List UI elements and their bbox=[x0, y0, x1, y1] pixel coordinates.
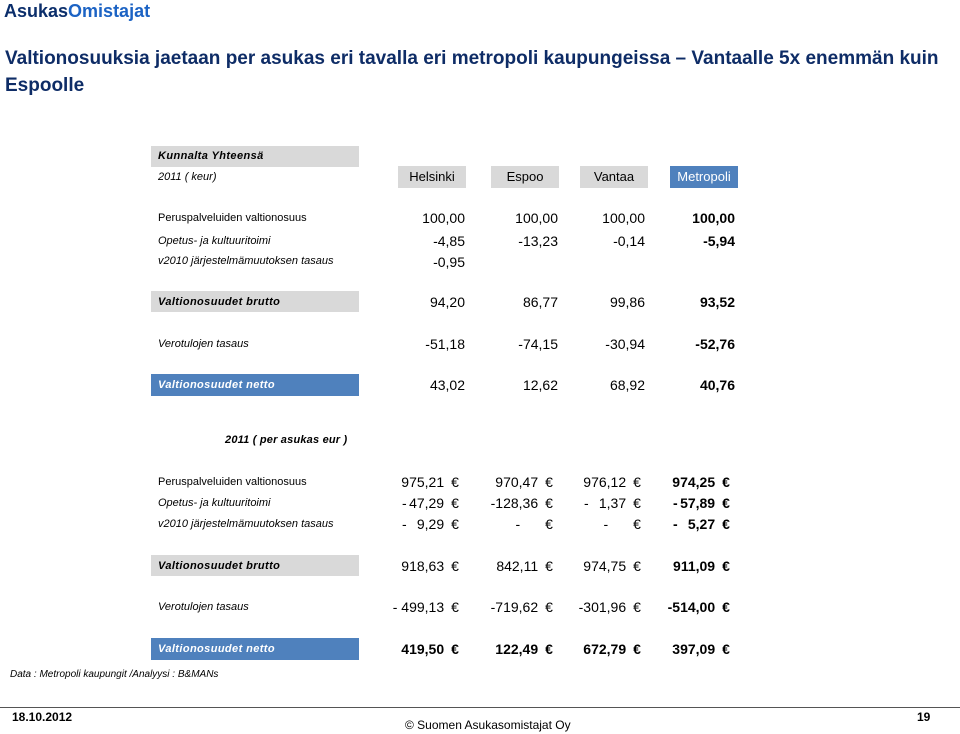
dash: - bbox=[402, 516, 407, 532]
cell bbox=[401, 558, 462, 574]
row-label: Peruspalveluiden valtionosuus bbox=[158, 212, 307, 224]
column-header-espoo: Espoo bbox=[491, 166, 559, 188]
cell: -0,95 bbox=[433, 254, 465, 270]
cell: 100,00 bbox=[515, 210, 558, 226]
euro-sign: € bbox=[451, 474, 459, 490]
page-title: Valtionosuuksia jaetaan per asukas eri tavalla eri metropoli kaupungeissa – Vantaalle 5x enemmän kuin Espoolle bbox=[5, 48, 939, 96]
cell bbox=[603, 516, 644, 532]
row-label: Valtionosuudet netto bbox=[158, 379, 275, 391]
row-label: Verotulojen tasaus bbox=[158, 338, 249, 350]
dash: - bbox=[673, 516, 678, 532]
cell: 86,77 bbox=[522, 294, 558, 310]
cell: -74,15 bbox=[518, 336, 558, 352]
unit-label-per-asukas: 2011 ( per asukas eur ) bbox=[225, 434, 348, 446]
euro-sign: € bbox=[722, 474, 730, 490]
value: - bbox=[603, 516, 609, 532]
column-header-helsinki: Helsinki bbox=[398, 166, 466, 188]
euro-sign: € bbox=[451, 599, 459, 615]
cell bbox=[401, 474, 462, 490]
value: 974,75 bbox=[583, 558, 627, 574]
page-number: 19 bbox=[917, 710, 931, 724]
cell: -52,76 bbox=[695, 336, 735, 352]
cell bbox=[401, 641, 462, 657]
euro-sign: € bbox=[545, 599, 553, 615]
euro-sign: € bbox=[633, 516, 641, 532]
euro-sign: € bbox=[633, 558, 641, 574]
cell: -4,85 bbox=[433, 233, 465, 249]
euro-sign: € bbox=[451, 641, 459, 657]
row-label: Verotulojen tasaus bbox=[158, 601, 249, 613]
kicker-label: Kunnalta Yhteensä bbox=[158, 150, 264, 162]
cell: -51,18 bbox=[425, 336, 465, 352]
value: -514,00 bbox=[667, 599, 716, 615]
value: 918,63 bbox=[401, 558, 445, 574]
cell bbox=[579, 599, 644, 615]
euro-sign: € bbox=[722, 641, 730, 657]
value: 911,09 bbox=[673, 558, 716, 574]
cell: 12,62 bbox=[522, 377, 558, 393]
cell bbox=[688, 516, 733, 532]
value: 5,27 bbox=[687, 516, 716, 532]
logo bbox=[4, 1, 150, 22]
logo-part2: Omistajat bbox=[68, 1, 151, 21]
cell bbox=[417, 516, 462, 532]
row-label: Valtionosuudet brutto bbox=[158, 296, 281, 308]
euro-sign: € bbox=[633, 599, 641, 615]
value: 397,09 bbox=[672, 641, 716, 657]
euro-sign: € bbox=[633, 641, 641, 657]
dash: - bbox=[673, 495, 678, 511]
value: 1,37 bbox=[598, 495, 627, 511]
value: - bbox=[515, 516, 521, 532]
euro-sign: € bbox=[451, 558, 459, 574]
cell: -13,23 bbox=[518, 233, 558, 249]
row-label: Peruspalveluiden valtionosuus bbox=[158, 476, 307, 488]
euro-sign: € bbox=[545, 495, 553, 511]
cell: 100,00 bbox=[602, 210, 645, 226]
value: -301,96 bbox=[578, 599, 627, 615]
cell bbox=[599, 495, 644, 511]
euro-sign: € bbox=[633, 474, 641, 490]
row-label: Valtionosuudet netto bbox=[158, 643, 275, 655]
value: 122,49 bbox=[495, 641, 539, 657]
cell: 40,76 bbox=[699, 377, 735, 393]
cell: -0,14 bbox=[613, 233, 645, 249]
euro-sign: € bbox=[545, 641, 553, 657]
row-label: v2010 järjestelmämuutoksen tasaus bbox=[158, 255, 334, 267]
cell: 68,92 bbox=[609, 377, 645, 393]
euro-sign: € bbox=[722, 495, 730, 511]
unit-label-keur: 2011 ( keur) bbox=[158, 171, 217, 183]
value: 47,29 bbox=[409, 495, 445, 511]
value: 419,50 bbox=[401, 641, 445, 657]
logo-part1: Asukas bbox=[4, 1, 69, 21]
value: 970,47 bbox=[495, 474, 539, 490]
value: 57,89 bbox=[680, 495, 716, 511]
euro-sign: € bbox=[451, 516, 459, 532]
value: -719,62 bbox=[490, 599, 539, 615]
cell bbox=[495, 474, 556, 490]
euro-sign: € bbox=[633, 495, 641, 511]
cell: -30,94 bbox=[605, 336, 645, 352]
cell: 100,00 bbox=[692, 210, 735, 226]
euro-sign: € bbox=[545, 516, 553, 532]
column-header-vantaa: Vantaa bbox=[580, 166, 648, 188]
row-label: Opetus- ja kultuuritoimi bbox=[158, 235, 271, 247]
value: 976,12 bbox=[583, 474, 627, 490]
cell bbox=[495, 641, 556, 657]
euro-sign: € bbox=[722, 516, 730, 532]
value: 842,11 bbox=[496, 558, 539, 574]
value: 9,29 bbox=[416, 516, 445, 532]
cell: 43,02 bbox=[429, 377, 465, 393]
value: - 499,13 bbox=[392, 599, 445, 615]
value: 974,25 bbox=[672, 474, 716, 490]
cell: 99,86 bbox=[609, 294, 645, 310]
cell bbox=[583, 558, 644, 574]
footer-copyright: © Suomen Asukasomistajat Oy bbox=[405, 718, 571, 732]
cell bbox=[672, 474, 733, 490]
value: 975,21 bbox=[401, 474, 445, 490]
cell: 93,52 bbox=[699, 294, 735, 310]
source-note: Data : Metropoli kaupungit /Analyysi : B&MANs bbox=[10, 669, 219, 680]
top-bar bbox=[0, 0, 960, 30]
row-label: Opetus- ja kultuuritoimi bbox=[158, 497, 271, 509]
cell bbox=[515, 516, 556, 532]
euro-sign: € bbox=[722, 599, 730, 615]
cell bbox=[491, 495, 556, 511]
dash: - bbox=[584, 495, 589, 511]
cell bbox=[680, 495, 733, 511]
value: -128,36 bbox=[490, 495, 539, 511]
cell bbox=[491, 599, 556, 615]
euro-sign: € bbox=[722, 558, 730, 574]
cell: -5,94 bbox=[703, 233, 735, 249]
cell: 100,00 bbox=[422, 210, 465, 226]
cell bbox=[393, 599, 462, 615]
cell bbox=[672, 641, 733, 657]
row-label: Valtionosuudet brutto bbox=[158, 560, 281, 572]
cell bbox=[409, 495, 462, 511]
footer-date: 18.10.2012 bbox=[12, 710, 73, 724]
value: 672,79 bbox=[583, 641, 627, 657]
column-header-metropoli: Metropoli bbox=[670, 166, 738, 188]
euro-sign: € bbox=[545, 558, 553, 574]
cell bbox=[496, 558, 556, 574]
dash: - bbox=[402, 495, 407, 511]
row-label: v2010 järjestelmämuutoksen tasaus bbox=[158, 518, 334, 530]
cell bbox=[673, 558, 733, 574]
cell bbox=[668, 599, 733, 615]
cell bbox=[583, 641, 644, 657]
cell bbox=[583, 474, 644, 490]
euro-sign: € bbox=[451, 495, 459, 511]
footer-divider bbox=[0, 707, 960, 708]
cell: 94,20 bbox=[429, 294, 465, 310]
euro-sign: € bbox=[545, 474, 553, 490]
